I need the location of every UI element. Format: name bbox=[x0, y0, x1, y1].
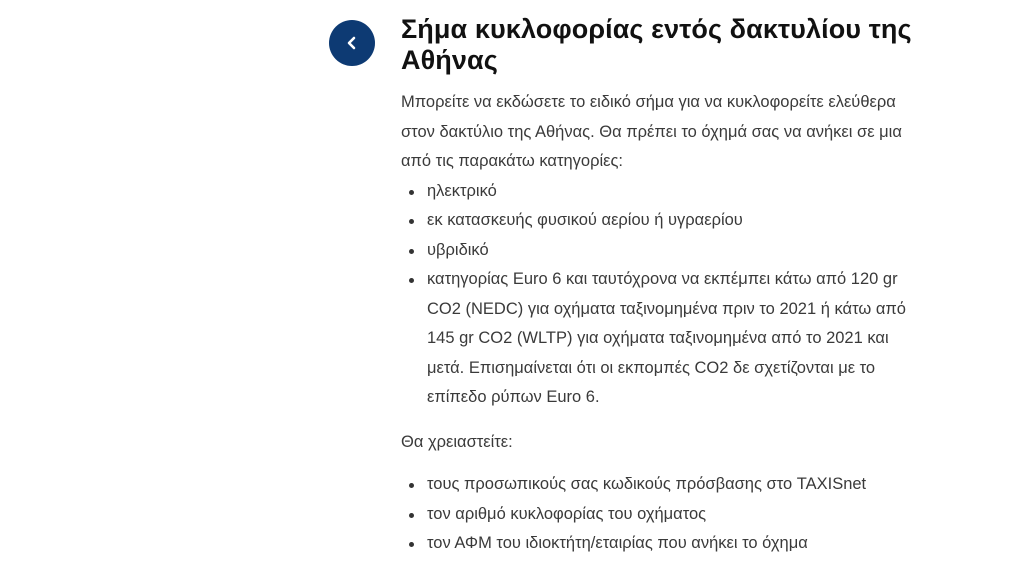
list-item-taxisnet: τους προσωπικούς σας κωδικούς πρόσβασης στο TAXISnet bbox=[401, 470, 921, 500]
list-item-natural-gas: εκ κατασκευής φυσικού αερίου ή υγραερίου bbox=[401, 206, 921, 236]
list-item-afm: τον ΑΦΜ του ιδιοκτήτη/εταιρίας που ανήκει το όχημα bbox=[401, 529, 921, 559]
category-list bbox=[401, 177, 921, 413]
list-item-hybrid: υβριδικό bbox=[401, 236, 921, 266]
list-item-plate-number: τον αριθμό κυκλοφορίας του οχήματος bbox=[401, 500, 921, 530]
chevron-left-icon bbox=[345, 36, 359, 50]
intro-paragraph: Μπορείτε να εκδώσετε το ειδικό σήμα για να κυκλοφορείτε ελεύθερα στον δακτύλιο της Αθήνας. Θα πρέπει το όχημά σας να ανήκει σε μια από τις παρακάτω κατηγορίες: bbox=[401, 93, 902, 170]
requirements-list bbox=[401, 470, 921, 559]
back-button[interactable] bbox=[329, 20, 375, 66]
list-item-electric: ηλεκτρικό bbox=[401, 177, 921, 207]
list-item-euro6: κατηγορίας Euro 6 και ταυτόχρονα να εκπέμπει κάτω από 120 gr CO2 (NEDC) για οχήματα ταξινομημένα πριν το 2021 ή κάτω από 145 gr CO2 (WLTP) για οχήματα ταξινομημένα από το 2021 και μετά. Επισημαίνεται ότι οι εκπομπές CO2 δε σχετίζονται με το επίπεδο ρύπων Euro 6. bbox=[401, 265, 921, 413]
main-content bbox=[401, 14, 921, 559]
requirements-heading: Θα χρειαστείτε: bbox=[401, 432, 513, 451]
page-title: Σήμα κυκλοφορίας εντός δακτυλίου της Αθήνας bbox=[401, 14, 912, 75]
